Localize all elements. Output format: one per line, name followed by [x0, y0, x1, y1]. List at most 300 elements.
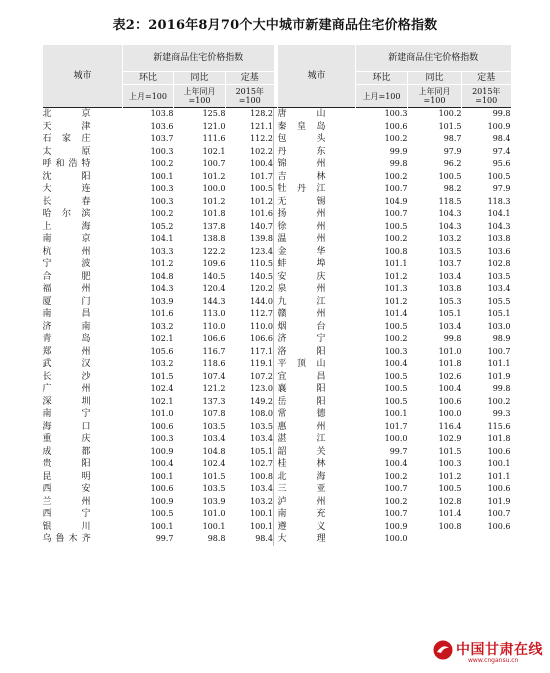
value-tb-left: 101.2: [202, 196, 226, 206]
value-dj-left: 123.0: [250, 384, 273, 394]
value-dj-right: 118.3: [487, 196, 511, 206]
city-name-left: 武 汉: [42, 359, 91, 370]
value-hb-left: 103.6: [150, 121, 174, 131]
value-tb-right: 97.9: [443, 146, 462, 156]
city-name-left: 南 宁: [42, 409, 91, 420]
value-tb-left: 138.8: [202, 234, 226, 244]
value-tb-right: 99.8: [443, 334, 462, 344]
base-dj-left: 2015年=100: [226, 85, 274, 108]
value-tb-left: 100.0: [202, 184, 226, 194]
city-name-right: 惠 州: [277, 421, 326, 432]
value-dj-left: 101.2: [250, 196, 273, 206]
value-tb-left: 101.0: [202, 509, 226, 519]
city-name-left: 郑 州: [42, 346, 91, 357]
city-name-right: 牡丹江: [277, 184, 326, 195]
value-tb-left: 140.5: [202, 271, 226, 281]
table-row: [43, 121, 511, 134]
value-hb-right: 100.2: [384, 171, 408, 181]
value-dj-right: 104.1: [487, 209, 511, 219]
base-hb-left: 上月=100: [123, 85, 174, 108]
city-name-left: 太 原: [42, 146, 91, 157]
value-dj-left: 149.2: [250, 396, 273, 406]
value-dj-left: 103.2: [250, 496, 273, 506]
value-hb-left: 100.4: [150, 459, 174, 469]
value-tb-right: 101.2: [438, 471, 462, 481]
value-tb-left: 103.5: [202, 421, 226, 431]
col-hb-right: 环比: [356, 72, 408, 85]
table-row: [43, 496, 511, 509]
value-hb-right: 100.5: [384, 396, 408, 406]
value-tb-right: 98.2: [443, 184, 462, 194]
value-dj-right: 101.1: [487, 471, 511, 481]
value-tb-left: 137.8: [202, 221, 226, 231]
table-row: [43, 471, 511, 484]
city-name-right: 烟 台: [277, 321, 326, 332]
value-tb-right: 103.4: [438, 271, 462, 281]
value-hb-left: 100.9: [150, 446, 174, 456]
city-name-left: 长 春: [42, 196, 91, 207]
value-tb-left: 100.7: [202, 159, 226, 169]
value-dj-left: 110.5: [250, 259, 273, 269]
value-hb-right: 101.2: [384, 296, 408, 306]
value-tb-right: 116.4: [438, 421, 462, 431]
value-tb-right: 104.3: [438, 221, 462, 231]
value-dj-right: 97.9: [492, 184, 511, 194]
city-name-left: 昆 明: [42, 471, 91, 482]
value-hb-left: 100.3: [150, 184, 174, 194]
value-hb-left: 101.0: [150, 409, 174, 419]
value-dj-right: 105.1: [487, 309, 511, 319]
value-dj-right: 100.6: [487, 521, 511, 531]
value-dj-right: 100.2: [487, 396, 511, 406]
table-row: [43, 283, 511, 296]
city-name-left: 宁 波: [42, 259, 91, 270]
value-dj-right: 104.3: [487, 221, 511, 231]
table-row: [43, 458, 511, 471]
value-tb-right: 101.5: [438, 446, 462, 456]
city-name-left: 海 口: [42, 421, 91, 432]
value-dj-right: 100.9: [487, 121, 511, 131]
value-hb-right: 100.6: [384, 121, 408, 131]
value-hb-right: 100.7: [384, 509, 408, 519]
table-row: [43, 446, 511, 459]
value-dj-right: 97.4: [492, 146, 511, 156]
value-tb-left: 102.1: [202, 146, 226, 156]
table-row: [43, 508, 511, 521]
value-hb-right: 100.2: [384, 134, 408, 144]
value-tb-left: 103.4: [202, 434, 226, 444]
city-name-right: 丹 东: [277, 146, 326, 157]
city-name-right: 济 宁: [277, 334, 326, 345]
value-tb-left: 121.0: [202, 121, 226, 131]
table-row: [43, 183, 511, 196]
value-dj-right: 101.9: [487, 371, 511, 381]
city-name-right: 常 德: [277, 409, 326, 420]
value-hb-left: 101.5: [150, 371, 174, 381]
city-name-left: 重 庆: [42, 434, 91, 445]
city-name-left: 哈尔滨: [42, 209, 91, 220]
value-tb-left: 98.8: [207, 534, 226, 544]
city-name-left: 上 海: [42, 221, 91, 232]
table-row: [43, 383, 511, 396]
value-hb-right: 100.0: [384, 434, 408, 444]
value-dj-left: 100.4: [250, 159, 273, 169]
value-hb-left: 103.9: [150, 296, 174, 306]
value-hb-right: 104.9: [384, 196, 408, 206]
value-dj-right: 98.9: [492, 334, 511, 344]
value-tb-left: 120.4: [202, 284, 226, 294]
value-dj-left: 102.2: [250, 146, 273, 156]
city-name-left: 大 连: [42, 184, 91, 195]
value-hb-left: 100.3: [150, 434, 174, 444]
city-name-right: 蚌 埠: [277, 259, 326, 270]
table-title: 表2：2016年8月70个大中城市新建商品住宅价格指数: [112, 18, 438, 33]
value-dj-left: 101.7: [250, 171, 273, 181]
value-dj-right: 103.5: [487, 271, 511, 281]
value-hb-left: 101.6: [150, 309, 174, 319]
value-dj-right: 101.8: [487, 434, 511, 444]
city-name-left: 厦 门: [42, 296, 91, 307]
value-dj-right: 99.8: [492, 384, 511, 394]
value-tb-left: 122.2: [202, 246, 226, 256]
city-name-right: 湛 江: [277, 434, 326, 445]
value-tb-left: 109.6: [202, 259, 226, 269]
city-name-right: 包 头: [277, 134, 326, 145]
value-tb-right: 103.5: [438, 246, 462, 256]
value-hb-right: 100.5: [384, 384, 408, 394]
value-hb-left: 100.6: [150, 484, 174, 494]
value-tb-right: 96.2: [443, 159, 462, 169]
value-hb-right: 100.4: [384, 459, 408, 469]
value-tb-right: 98.7: [443, 134, 462, 144]
value-tb-left: 103.5: [202, 484, 226, 494]
city-name-right: 平顶山: [277, 359, 326, 370]
value-tb-left: 137.3: [202, 396, 226, 406]
value-tb-left: 118.6: [202, 359, 226, 369]
value-dj-left: 102.7: [250, 459, 273, 469]
value-tb-right: 118.5: [438, 196, 462, 206]
city-name-right: 遵 义: [277, 521, 326, 532]
city-name-right: 襄 阳: [277, 384, 326, 395]
value-tb-right: 101.4: [438, 509, 462, 519]
value-dj-right: 103.0: [487, 321, 511, 331]
table-row: [43, 158, 511, 171]
city-name-left: 南 昌: [42, 309, 91, 320]
value-hb-right: 100.2: [384, 334, 408, 344]
value-hb-right: 99.8: [389, 159, 408, 169]
value-hb-right: 100.7: [384, 184, 408, 194]
value-tb-left: 113.0: [202, 309, 226, 319]
value-tb-left: 110.0: [202, 321, 226, 331]
value-hb-right: 100.3: [384, 346, 408, 356]
city-name-left: 西 安: [42, 484, 91, 495]
value-tb-right: 102.6: [438, 371, 462, 381]
city-name-right: 韶 关: [277, 446, 326, 457]
value-hb-left: 104.3: [150, 284, 174, 294]
index-group-header-right: 新建商品住宅价格指数: [356, 45, 511, 72]
city-header-left: 城市: [43, 45, 123, 108]
city-name-left: 贵 阳: [42, 459, 91, 470]
city-name-left: 广 州: [42, 384, 91, 395]
value-dj-right: 100.5: [487, 171, 511, 181]
city-name-left: 乌鲁木齐: [42, 534, 91, 545]
value-dj-left: 107.2: [250, 371, 273, 381]
table-row: [43, 271, 511, 284]
city-header-right: 城市: [278, 45, 356, 108]
index-group-header-left: 新建商品住宅价格指数: [123, 45, 274, 72]
city-name-left: 银 川: [42, 521, 91, 532]
value-tb-right: 103.8: [438, 284, 462, 294]
value-hb-left: 100.9: [150, 496, 174, 506]
value-hb-left: 100.1: [150, 521, 174, 531]
base-dj-right: 2015年=100: [462, 85, 511, 108]
value-tb-right: 102.9: [438, 434, 462, 444]
value-tb-right: 103.7: [438, 259, 462, 269]
city-name-right: 九 江: [277, 296, 326, 307]
value-dj-right: 115.6: [487, 421, 511, 431]
value-tb-right: 102.8: [438, 496, 462, 506]
value-tb-right: 103.4: [438, 321, 462, 331]
value-tb-left: 107.4: [202, 371, 226, 381]
city-name-right: 大 理: [277, 534, 326, 545]
value-dj-right: 103.4: [487, 284, 511, 294]
value-hb-right: 100.5: [384, 221, 408, 231]
value-hb-right: 100.4: [384, 359, 408, 369]
value-tb-right: 100.6: [438, 396, 462, 406]
value-dj-left: 112.7: [250, 309, 273, 319]
value-hb-left: 102.1: [150, 334, 174, 344]
value-hb-left: 105.2: [150, 221, 174, 231]
value-hb-left: 100.6: [150, 421, 174, 431]
value-hb-right: 99.9: [389, 146, 408, 156]
value-hb-left: 100.3: [150, 196, 174, 206]
value-dj-right: 103.6: [487, 246, 511, 256]
table-row: [43, 108, 511, 121]
watermark-text: 中国甘肃在线: [456, 642, 543, 658]
value-tb-left: 100.1: [202, 521, 226, 531]
value-hb-left: 101.2: [150, 259, 174, 269]
city-name-right: 温 州: [277, 234, 326, 245]
city-name-left: 西 宁: [42, 509, 91, 520]
value-tb-left: 104.8: [202, 446, 226, 456]
value-dj-left: 119.1: [250, 359, 273, 369]
city-name-left: 成 都: [42, 446, 91, 457]
city-name-right: 宜 昌: [277, 371, 326, 382]
value-hb-right: 101.7: [384, 421, 408, 431]
table-row: [43, 433, 511, 446]
value-dj-right: 105.5: [487, 296, 511, 306]
table-row: [43, 358, 511, 371]
value-dj-left: 112.2: [250, 134, 273, 144]
value-hb-right: 101.4: [384, 309, 408, 319]
value-dj-right: 100.6: [487, 484, 511, 494]
city-name-left: 北 京: [42, 109, 91, 120]
value-dj-left: 100.8: [250, 471, 273, 481]
table-row: [43, 296, 511, 309]
table-row: [43, 396, 511, 409]
value-hb-left: 103.7: [150, 134, 174, 144]
value-tb-left: 102.4: [202, 459, 226, 469]
value-hb-right: 100.7: [384, 209, 408, 219]
col-dj-right: 定基: [462, 72, 511, 85]
city-name-left: 长 沙: [42, 371, 91, 382]
city-name-left: 福 州: [42, 284, 91, 295]
table-row: [43, 196, 511, 209]
value-dj-right: 102.8: [487, 259, 511, 269]
base-tb-right: 上年同月=100: [408, 85, 462, 108]
value-tb-left: 101.5: [202, 471, 226, 481]
value-tb-right: [408, 533, 462, 546]
table-row: [43, 258, 511, 271]
value-tb-right: 100.5: [438, 484, 462, 494]
value-dj-left: 123.4: [250, 246, 273, 256]
table-row: [43, 221, 511, 234]
city-name-right: 安 庆: [277, 271, 326, 282]
value-tb-right: 101.0: [438, 346, 462, 356]
table-row: [43, 246, 511, 259]
city-name-right: 金 华: [277, 246, 326, 257]
value-hb-right: 100.5: [384, 371, 408, 381]
table-row: [43, 346, 511, 359]
value-dj-left: 98.4: [255, 534, 273, 544]
value-tb-right: 105.3: [438, 296, 462, 306]
price-index-table: [42, 45, 511, 546]
value-hb-right: 100.7: [384, 484, 408, 494]
table-row: [43, 521, 511, 534]
table-row: [43, 321, 511, 334]
city-name-left: 济 南: [42, 321, 91, 332]
value-hb-right: 100.2: [384, 234, 408, 244]
table-row: [43, 208, 511, 221]
city-name-left: 合 肥: [42, 271, 91, 282]
table-row: [43, 371, 511, 384]
city-name-right: 桂 林: [277, 459, 326, 470]
value-tb-right: 100.8: [438, 521, 462, 531]
value-tb-left: 103.9: [202, 496, 226, 506]
value-dj-left: 144.0: [250, 296, 273, 306]
table-row: [43, 133, 511, 146]
table-row: [43, 171, 511, 184]
value-hb-right: 100.2: [384, 496, 408, 506]
table-row: [43, 146, 511, 159]
value-dj-right: 95.6: [492, 159, 511, 169]
value-tb-right: 100.5: [438, 171, 462, 181]
value-dj-left: 121.1: [250, 121, 273, 131]
value-hb-left: 102.1: [150, 396, 174, 406]
value-tb-left: 116.7: [202, 346, 226, 356]
value-dj-right: 98.4: [492, 134, 511, 144]
value-hb-right: 100.9: [384, 521, 408, 531]
table-row: [43, 333, 511, 346]
value-hb-left: 100.2: [150, 159, 174, 169]
value-hb-left: 104.8: [150, 271, 174, 281]
city-name-left: 深 圳: [42, 396, 91, 407]
value-dj-left: 140.5: [250, 271, 273, 281]
city-name-right: 赣 州: [277, 309, 326, 320]
value-tb-right: 103.2: [438, 234, 462, 244]
value-dj-right: 100.7: [487, 346, 511, 356]
city-name-right: 吉 林: [277, 171, 326, 182]
value-dj-right: 99.3: [492, 409, 511, 419]
value-dj-left: 117.1: [250, 346, 273, 356]
value-hb-right: 101.1: [384, 259, 408, 269]
value-dj-left: 103.4: [250, 484, 273, 494]
value-tb-right: 100.0: [438, 409, 462, 419]
value-hb-left: 100.3: [150, 146, 174, 156]
base-hb-right: 上月=100: [356, 85, 408, 108]
city-name-right: 岳 阳: [277, 396, 326, 407]
city-name-right: 三 亚: [277, 484, 326, 495]
city-name-right: 无 锡: [277, 196, 326, 207]
value-tb-right: 104.3: [438, 209, 462, 219]
table-row: [43, 533, 511, 546]
city-name-right: 锦 州: [277, 159, 326, 170]
city-name-left: 杭 州: [42, 246, 91, 257]
value-tb-left: 125.8: [174, 108, 226, 121]
value-tb-left: 121.2: [202, 384, 226, 394]
value-tb-right: 105.1: [438, 309, 462, 319]
value-tb-left: 111.6: [202, 134, 226, 144]
table-row: [43, 408, 511, 421]
value-dj-left: 101.6: [250, 209, 273, 219]
value-hb-left: 104.1: [150, 234, 174, 244]
value-hb-left: 100.1: [150, 471, 174, 481]
value-hb-left: 105.6: [150, 346, 174, 356]
value-dj-left: 100.1: [250, 521, 273, 531]
value-tb-left: 144.3: [202, 296, 226, 306]
value-tb-left: 101.8: [202, 209, 226, 219]
value-dj-right: 99.8: [462, 108, 511, 121]
value-dj-left: 100.1: [250, 509, 273, 519]
value-dj-left: 103.5: [250, 421, 273, 431]
value-hb-right: 100.0: [384, 534, 408, 544]
city-name-right: 南 充: [277, 509, 326, 520]
value-hb-right: 101.2: [384, 271, 408, 281]
value-dj-right: 100.6: [487, 446, 511, 456]
city-name-right: 北 海: [277, 471, 326, 482]
value-hb-right: 99.7: [389, 446, 408, 456]
value-hb-right: 100.5: [384, 321, 408, 331]
value-tb-right: 100.3: [438, 459, 462, 469]
value-dj-right: 103.8: [487, 234, 511, 244]
city-name-right: 洛 阳: [277, 346, 326, 357]
value-tb-right: 101.5: [438, 121, 462, 131]
value-dj-left: 128.2: [226, 108, 274, 121]
value-hb-left: 103.2: [150, 359, 174, 369]
city-name-left: 青 岛: [42, 334, 91, 345]
value-hb-right: 100.1: [384, 409, 408, 419]
value-tb-right: 100.2: [408, 108, 462, 121]
value-dj-left: 110.0: [250, 321, 273, 331]
value-tb-left: 106.6: [202, 334, 226, 344]
table-row: [43, 421, 511, 434]
city-name-left: 沈 阳: [42, 171, 91, 182]
value-hb-left: 102.4: [150, 384, 174, 394]
value-dj-right: 100.7: [487, 509, 511, 519]
value-hb-right: 100.3: [356, 108, 408, 121]
table-row: [43, 233, 511, 246]
value-dj-left: 100.5: [250, 184, 273, 194]
col-tb-left: 同比: [174, 72, 226, 85]
table-row: [43, 308, 511, 321]
value-dj-left: 140.7: [250, 221, 273, 231]
table-row: [43, 483, 511, 496]
value-hb-right: 100.8: [384, 246, 408, 256]
value-dj-right: 101.1: [487, 359, 511, 369]
value-tb-left: 107.8: [202, 409, 226, 419]
value-dj-right: 100.1: [487, 459, 511, 469]
value-dj-left: 105.1: [250, 446, 273, 456]
